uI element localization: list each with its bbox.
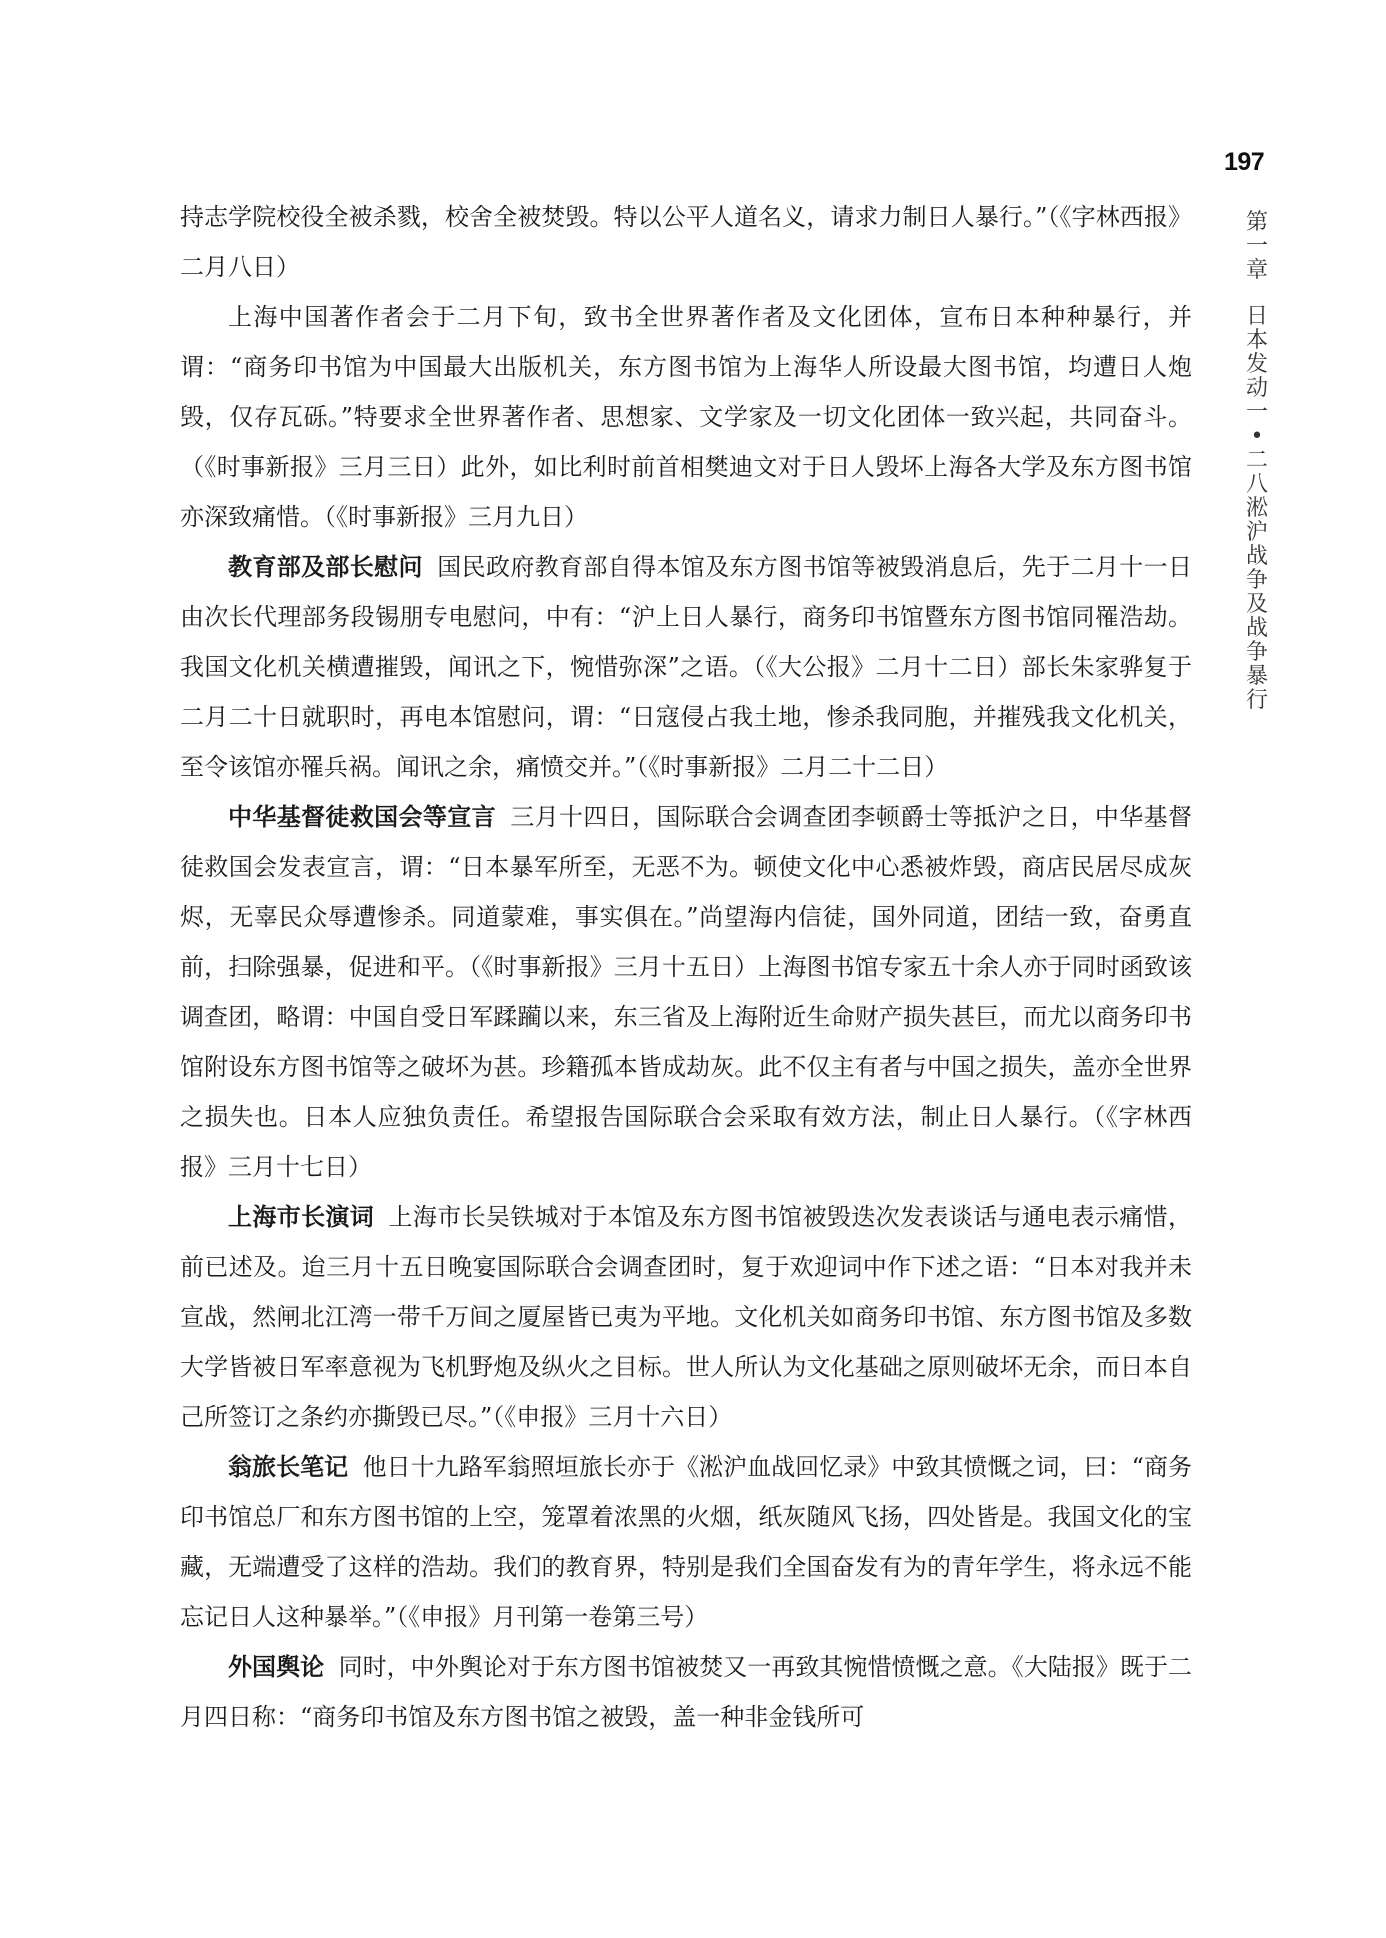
chapter-title-char: 日 [1245,304,1268,329]
chapter-title-char: 战 [1245,544,1268,569]
paragraph-text: 同时，中外舆论对于东方图书馆被焚又一再致其惋惜愤慨之意。《大陆报》既于二月四日称：“商务印书馆及东方图书馆之被毁，盖一种非金钱所可 [180,1653,1193,1731]
chapter-title-char: 二 [1245,448,1268,473]
chapter-title-char: 暴 [1245,664,1268,689]
paragraph-text: 他日十九路军翁照垣旅长亦于《淞沪血战回忆录》中致其愤慨之词，曰：“商务印书馆总厂和东方图书馆的上空，笼罩着浓黑的火烟，纸灰随风飞扬，四处皆是。我国文化的宝藏，无端遭受了这样的浩劫。我们的教育界，特别是我们全国奋发有为的青年学生，将永远不能忘记日人这种暴举。”（《申报》月刊第一卷第三号） [180,1453,1192,1631]
paragraph [180,1442,1192,1642]
paragraph [180,292,1192,542]
chapter-label [1240,212,1274,284]
paragraph-text: 上海中国著作者会于二月下旬，致书全世界著作者及文化团体，宣布日本种种暴行，并谓：“商务印书馆为中国最大出版机关，东方图书馆为上海华人所设最大图书馆，均遭日人炮毁，仅存瓦砾。”特要求全世界著作者、思想家、文学家及一切文化团体一致兴起，共同奋斗。（《时事新报》三月三日）此外，如比利时前首相樊迪文对于日人毁坏上海各大学及东方图书馆亦深致痛惜。（《时事新报》三月九日） [180,303,1192,531]
running-chapter-title [1240,212,1274,714]
paragraph [180,792,1192,1192]
chapter-title-char: 淞 [1245,496,1268,521]
chapter-title-char: 动 [1245,376,1268,401]
chapter-title-char: 第 [1245,210,1268,235]
chapter-title-dot: • [1250,424,1264,449]
chapter-title-char: 行 [1245,688,1268,713]
chapter-title-char: 本 [1245,328,1268,353]
paragraph-text: 国民政府教育部自得本馆及东方图书馆等被毁消息后，先于二月十一日由次长代理部务段锡朋专电慰问，中有：“沪上日人暴行，商务印书馆暨东方图书馆同罹浩劫。我国文化机关横遭摧毁，闻讯之下，惋惜弥深”之语。（《大公报》二月十二日）部长朱家骅复于二月二十日就职时，再电本馆慰问，谓：“日寇侵占我土地，惨杀我同胞，并摧残我文化机关，至令该馆亦罹兵祸。闻讯之余，痛愤交并。”（《时事新报》二月二十二日） [180,553,1193,781]
paragraph [180,542,1192,792]
chapter-title-char: 沪 [1245,520,1268,545]
paragraph [180,1192,1192,1442]
chapter-title-char: 战 [1245,616,1268,641]
body-text [180,192,1192,1742]
paragraph [180,192,1192,292]
paragraph-text: 上海市长吴铁城对于本馆及东方图书馆被毁迭次发表谈话与通电表示痛惜，前已述及。迨三月十五日晚宴国际联合会调查团时，复于欢迎词中作下述之语：“日本对我并未宣战，然闸北江湾一带千万间之厦屋皆已夷为平地。文化机关如商务印书馆、东方图书馆及多数大学皆被日军率意视为飞机野炮及纵火之目标。世人所认为文化基础之原则破坏无余，而日本自己所签订之条约亦撕毁已尽。”（《申报》三月十六日） [180,1203,1193,1431]
section-heading: 上海市长演词 [228,1203,375,1231]
page-number: 197 [1224,148,1265,176]
chapter-title-char: 及 [1245,592,1268,617]
section-heading: 中华基督徒救国会等宣言 [228,803,496,831]
chapter-title-part [1240,306,1274,426]
section-heading: 教育部及部长慰问 [228,553,423,581]
chapter-title-char: 争 [1245,568,1268,593]
chapter-title-char: 八 [1245,472,1268,497]
section-heading: 翁旅长笔记 [228,1453,349,1481]
paragraph-text: 持志学院校役全被杀戮，校舍全被焚毁。特以公平人道名义，请求力制日人暴行。”（《字林西报》二月八日） [180,203,1192,281]
chapter-title-char: 发 [1245,352,1268,377]
chapter-title-char: 章 [1245,258,1268,283]
paragraph-text: 三月十四日，国际联合会调查团李顿爵士等抵沪之日，中华基督徒救国会发表宣言，谓：“日本暴军所至，无恶不为。顿使文化中心悉被炸毁，商店民居尽成灰烬，无辜民众辱遭惨杀。同道蒙难，事实俱在。”尚望海内信徒，国外同道，团结一致，奋勇直前，扫除强暴，促进和平。（《时事新报》三月十五日）上海图书馆专家五十余人亦于同时函致该调查团，略谓：中国自受日军蹂躏以来，东三省及上海附近生命财产损失甚巨，而尤以商务印书馆附设东方图书馆等之破坏为甚。珍籍孤本皆成劫灰。此不仅主有者与中国之损失，盖亦全世界之损失也。日本人应独负责任。希望报告国际联合会采取有效方法，制止日人暴行。（《字林西报》三月十七日） [180,803,1193,1181]
paragraph [180,1642,1192,1742]
section-heading: 外国舆论 [228,1653,325,1681]
chapter-title-char: 一 [1245,400,1268,425]
chapter-title-char: 一 [1245,234,1268,259]
chapter-title-char: 争 [1245,640,1268,665]
chapter-title-part [1240,450,1274,714]
